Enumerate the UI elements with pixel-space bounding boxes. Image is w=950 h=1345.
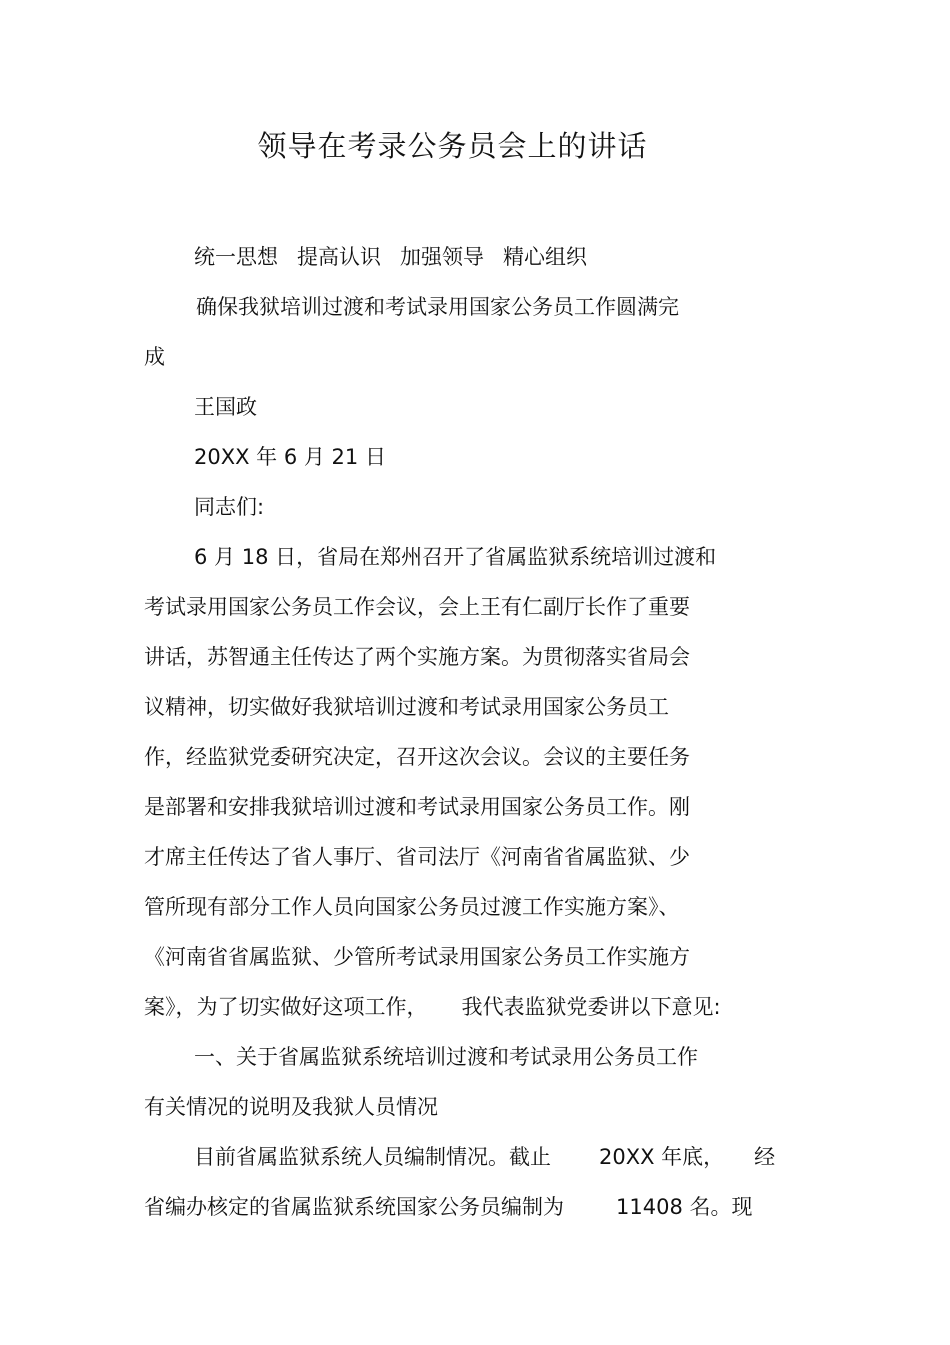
subtitle-line-2: 确保我狱培训过渡和考试录用国家公务员工作圆满完 <box>196 295 679 319</box>
subtitle-phrase-4: 精心组织 <box>503 245 587 269</box>
body-line: 议精神，切实做好我狱培训过渡和考试录用国家公务员工 <box>144 695 669 719</box>
document-title: 领导在考录公务员会上的讲话 <box>257 129 648 163</box>
body-line: 才席主任传达了省人事厅、省司法厅《河南省省属监狱、少 <box>144 845 690 869</box>
para-line-part: 经 <box>754 1145 776 1169</box>
body-line: 管所现有部分工作人员向国家公务员过渡工作实施方案》、 <box>144 895 680 919</box>
speech-date: 20XX 年 6 月 21 日 <box>194 445 386 469</box>
body-line-part: 案》，为了切实做好这项工作， <box>144 995 428 1019</box>
author-name: 王国政 <box>194 395 257 419</box>
para-line-part: 20XX 年底， <box>599 1145 725 1169</box>
salutation: 同志们: <box>194 495 265 519</box>
body-line: 考试录用国家公务员工作会议，会上王有仁副厅长作了重要 <box>144 595 690 619</box>
para-line <box>194 1142 775 1172</box>
subtitle-line-3: 成 <box>144 345 165 369</box>
body-line: 作，经监狱党委研究决定，召开这次会议。会议的主要任务 <box>144 745 690 769</box>
body-line-part: 我代表监狱党委讲以下意见: <box>461 995 721 1019</box>
body-line <box>144 992 721 1022</box>
para-line-part: 11408 名。现 <box>616 1195 753 1219</box>
para-line <box>144 1192 752 1222</box>
subtitle-phrase-1: 统一思想 <box>194 245 278 269</box>
body-line: 6 月 18 日，省局在郑州召开了省属监狱系统培训过渡和 <box>194 545 717 569</box>
subtitle-phrase-2: 提高认识 <box>297 245 381 269</box>
para-line-part: 省编办核定的省属监狱系统国家公务员编制为 <box>144 1195 564 1219</box>
section-heading-1: 一、关于省属监狱系统培训过渡和考试录用公务员工作 <box>194 1045 698 1069</box>
section-heading-1-cont: 有关情况的说明及我狱人员情况 <box>144 1095 438 1119</box>
para-line-part: 目前省属监狱系统人员编制情况。截止 <box>194 1145 551 1169</box>
body-line: 《河南省省属监狱、少管所考试录用国家公务员工作实施方 <box>144 945 690 969</box>
subtitle-phrase-3: 加强领导 <box>400 245 484 269</box>
body-line: 讲话，苏智通主任传达了两个实施方案。为贯彻落实省局会 <box>144 645 690 669</box>
body-line: 是部署和安排我狱培训过渡和考试录用国家公务员工作。刚 <box>144 795 690 819</box>
subtitle-line-1 <box>194 242 587 272</box>
